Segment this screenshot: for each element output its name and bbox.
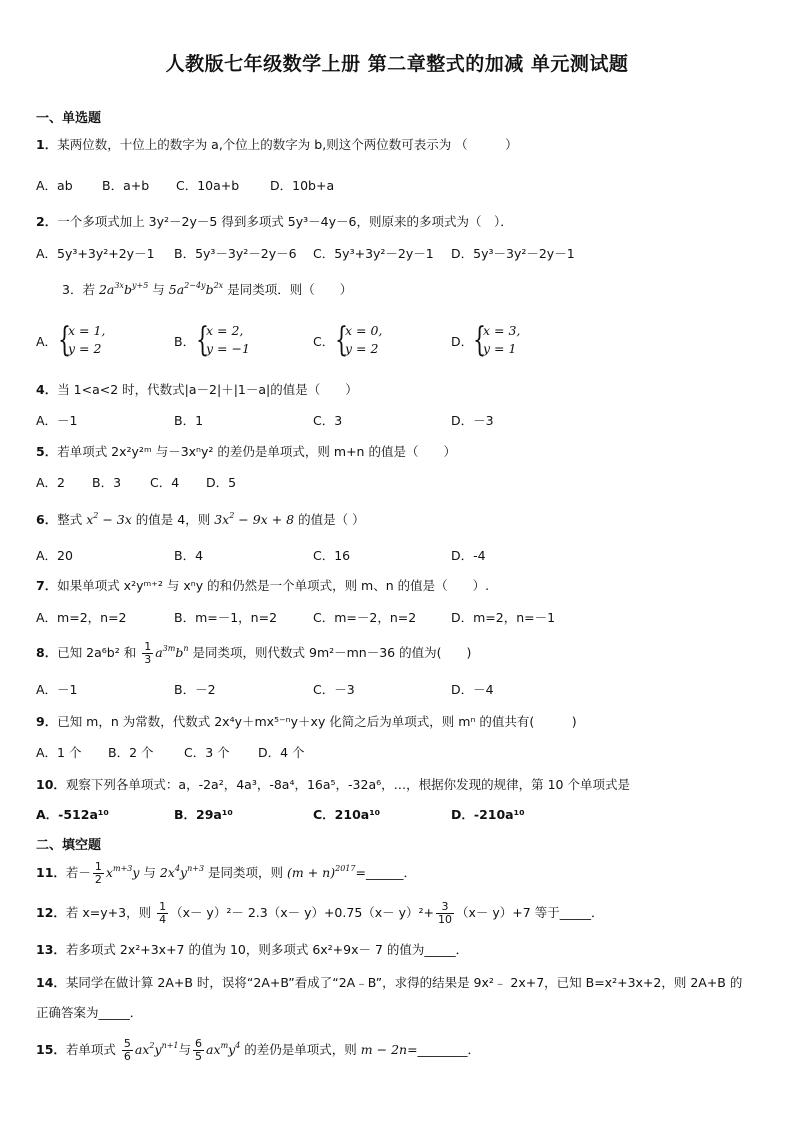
option-d[interactable]: D．m=2，n=－1 [451,610,556,625]
formula-expression-2: $3x^2 - 9x + 8$ [214,511,295,527]
question-2-options [36,246,758,262]
option-c[interactable]: C．4 [150,475,180,490]
section-heading-single-choice: 一、单选题 [36,111,102,126]
option-a[interactable]: A．－1 [36,413,78,428]
question-number: 6． [36,512,58,527]
option-a[interactable]: A．ab [36,178,73,193]
option-a[interactable]: A．1 个 [36,745,82,760]
option-b-system: { x = 2, y = −1 [196,320,250,360]
option-b[interactable]: B． [174,334,196,349]
question-8-options [36,682,758,698]
question-12: 12．若 x=y+3，则 $\frac{1}{4}$ （x－ y）²－ 2.3（x－ y）+0.75（x－ y）²+ $\frac{3}{10}$ （x－ y）+7 等于_____． [36,900,604,926]
formula-term-1: $ax^2y^{n+1}$ [134,1041,179,1057]
question-text[interactable]: 若多项式 2x²+3x+7 的值为 10，则多项式 6x²+9x－ 7 的值为_____． [65,942,469,957]
option-b[interactable]: B．2 个 [108,745,154,760]
option-a[interactable]: A．20 [36,548,73,563]
question-text: 某两位数，十位上的数字为 a,个位上的数字为 b,则这个两位数可表示为 （ ） [57,137,518,152]
page-title: 人教版七年级数学上册 第二章整式的加减 单元测试题 [165,53,629,75]
option-d[interactable]: D． [451,334,474,349]
question-11: 11．若－ $\frac{1}{2}$ $x^{m+3}y$ 与 $2x^4y^{n+3}$ 是同类项，则 $(m + n)^{2017}=\_\_\_\_\_\_$． [36,860,416,886]
question-5 [36,444,456,460]
option-b[interactable]: B．3 [92,475,122,490]
question-6-options [36,548,758,564]
question-4-options [36,413,758,429]
question-6: 6．整式 $x^2 - 3x$ 的值是 4，则 $3x^2 - 9x + 8$ 的值是（ ） [36,511,365,527]
question-number: 7． [36,578,58,593]
question-number: 12． [36,905,66,920]
fraction-2: $\frac{6}{5}$ [195,1037,203,1063]
answer-blank[interactable]: =________． [407,1042,481,1057]
option-d-system: { x = 3, y = 1 [473,320,521,360]
question-text: 已知 m，n 为常数，代数式 2x⁴y＋mx⁵⁻ⁿy＋xy 化简之后为单项式，则 mⁿ 的值共有( ) [57,714,577,729]
fraction-1: $\frac{1}{4}$ [159,900,167,926]
fraction: $\frac{1}{2}$ [94,860,102,886]
formula-term-2: $5a^{2-4y}b^{2x}$ [168,281,224,297]
formula-term: $a^{3m}b^n$ [155,644,189,660]
question-10 [36,777,630,793]
question-number: 5． [36,444,58,459]
fraction-2: $\frac{3}{10}$ [438,900,453,926]
question-4 [36,382,358,398]
option-b[interactable]: B．a+b [102,178,150,193]
question-8: 8．已知 2a⁶b² 和 $\frac{1}{3}$ $a^{3m}b^n$ 是同类项，则代数式 9m²－mn－36 的值为( ) [36,640,472,666]
answer-blank[interactable]: （x－ y）+7 等于_____． [456,905,604,920]
question-3-options [36,322,758,362]
section-heading-fill-blank: 二、填空题 [36,838,102,853]
question-9-options [36,745,758,761]
question-1 [36,137,518,153]
question-text: 某同学在做计算 2A+B 时，误将“2A+B”看成了“2A﹣B”，求得的结果是 9x²﹣ 2x+7，已知 B=x²+3x+2，则 2A+B 的 [65,975,743,990]
question-text: 一个多项式加上 3y²－2y－5 得到多项式 5y³－4y－6，则原来的多项式为（ ）． [57,214,513,229]
option-a[interactable]: A．－1 [36,682,78,697]
question-number: 9． [36,714,58,729]
question-1-options [36,178,758,194]
question-number: 2． [36,214,58,229]
option-b[interactable]: B．29a¹⁰ [174,807,233,822]
option-d[interactable]: D．4 个 [258,745,305,760]
option-c[interactable]: C．210a¹⁰ [313,807,381,822]
option-c[interactable]: C．－3 [313,682,355,697]
question-15: 15．若单项式 $\frac{5}{6}$ $ax^2y^{n+1}$与 $\frac{6}{5}$ $ax^my^4$ 的差仍是单项式，则 m − 2n=________． [36,1037,481,1063]
option-d[interactable]: D．－4 [451,682,494,697]
option-b[interactable]: B．5y³－3y²－2y－6 [174,246,297,261]
question-number: 15． [36,1042,66,1057]
option-d[interactable]: D．10b+a [270,178,335,193]
question-7 [36,578,489,594]
option-d[interactable]: D．5y³－3y²－2y－1 [451,246,575,261]
question-number: 4． [36,382,58,397]
question-5-options [36,475,758,491]
question-7-options [36,610,758,626]
option-a[interactable]: A． [36,334,58,349]
question-text: 3．若 [62,282,95,297]
option-c[interactable]: C．10a+b [176,178,240,193]
question-text: 观察下列各单项式：a，-2a²，4a³，-8a⁴，16a⁵，-32a⁶，…，根据你发现的规律，第 10 个单项式是 [65,777,630,792]
question-14 [36,975,742,991]
question-9 [36,714,577,730]
formula-expression: $x^2 - 3x$ [86,511,132,527]
option-b[interactable]: B．m=－1，n=2 [174,610,278,625]
formula-expression: $(m + n)^{2017}$ [287,864,356,880]
option-c[interactable]: C．16 [313,548,351,563]
fraction-1: $\frac{5}{6}$ [123,1037,131,1063]
question-number: 14． [36,975,66,990]
option-a[interactable]: A．2 [36,475,66,490]
answer-blank[interactable]: =______． [355,865,416,880]
formula-term-2: $ax^my^4$ [206,1041,241,1057]
formula-term-2: $2x^4y^{n+3}$ [159,864,205,880]
question-3: 3．若 $2a^{3x}b^{y+5}$ 与 $5a^{2-4y}b^{2x}$ 是同类项．则（ ） [62,281,353,297]
option-b[interactable]: B．4 [174,548,204,563]
question-number: 11． [36,865,66,880]
question-number: 10． [36,777,66,792]
option-a[interactable]: A．-512a¹⁰ [36,807,109,822]
formula-term-1: $x^{m+3}y$ [105,864,140,880]
option-a[interactable]: A．m=2，n=2 [36,610,127,625]
option-d[interactable]: D．-4 [451,548,486,563]
option-a-system: { x = 1, y = 2 [58,320,106,360]
fraction: $\frac{1}{3}$ [144,640,152,666]
question-14-continued[interactable]: 正确答案为_____． [36,1005,143,1020]
formula-expression: m − 2n [360,1042,408,1057]
question-text-tail: 是同类项．则（ ） [227,282,353,297]
question-number: 8． [36,645,58,660]
option-c[interactable]: C．5y³+3y²－2y－1 [313,246,434,261]
question-10-options [36,807,758,823]
question-13 [36,942,468,958]
option-c-system: { x = 0, y = 2 [335,320,383,360]
option-c[interactable]: C．m=－2，n=2 [313,610,417,625]
option-d[interactable]: D．-210a¹⁰ [451,807,525,822]
question-2 [36,214,513,230]
option-c[interactable]: C．3 [313,413,343,428]
formula-term-1: $2a^{3x}b^{y+5}$ [98,281,149,297]
option-b[interactable]: B．－2 [174,682,216,697]
question-number: 1． [36,137,58,152]
option-d[interactable]: D．5 [206,475,237,490]
question-text: 若单项式 2x²y²ᵐ 与－3xⁿy² 的差仍是单项式，则 m+n 的值是（ ） [57,444,456,459]
option-c[interactable]: C．3 个 [184,745,230,760]
option-b[interactable]: B．1 [174,413,204,428]
option-a[interactable]: A．5y³+3y²+2y－1 [36,246,155,261]
option-d[interactable]: D．－3 [451,413,494,428]
question-text: 如果单项式 x²yᵐ⁺² 与 xⁿy 的和仍然是一个单项式，则 m、n 的值是（ ）. [57,578,490,593]
question-number: 13． [36,942,66,957]
option-c[interactable]: C． [313,334,335,349]
question-text: 当 1<a<2 时，代数式|a－2|＋|1－a|的值是（ ） [57,382,358,397]
